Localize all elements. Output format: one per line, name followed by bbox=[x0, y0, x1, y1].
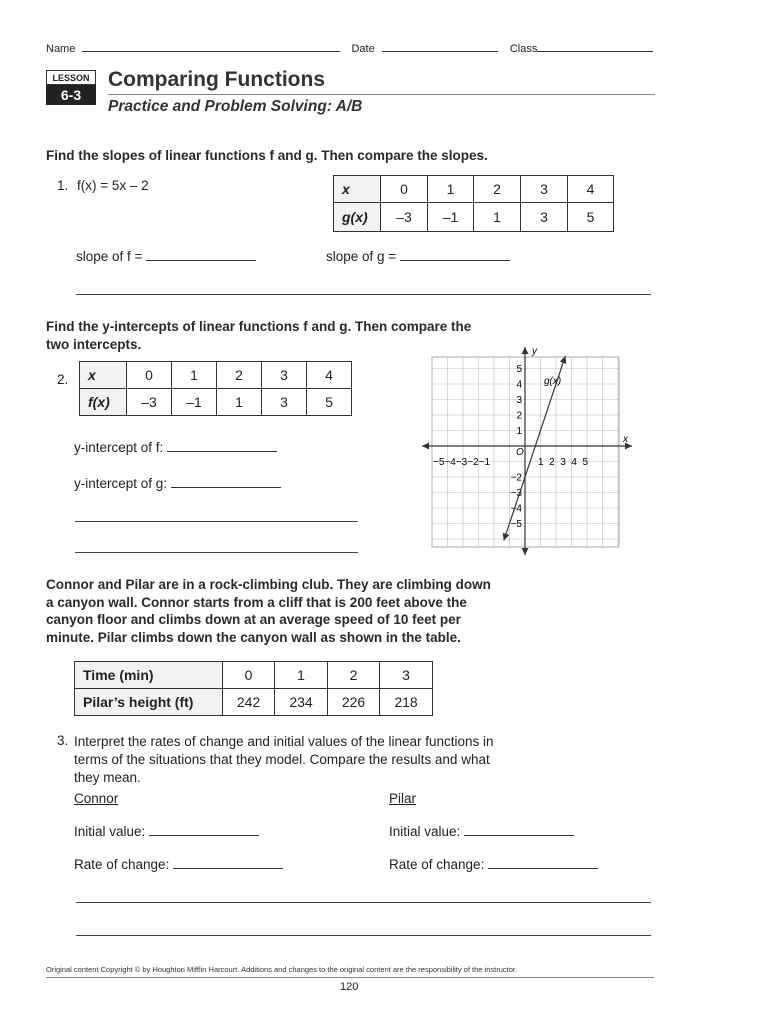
g-table-cell: 3 bbox=[521, 203, 568, 232]
connor-initial-row: Initial value: bbox=[74, 824, 259, 839]
pilar-initial-row: Initial value: bbox=[389, 824, 574, 839]
section3-intro: Connor and Pilar are in a rock-climbing club. They are climbing down a canyon wall. Connor starts from a cliff that is 200 feet above the canyon floor and climbs down at an average speed of 10 feet per minute. Pilar climbs down the canyon wall as shown in the table. bbox=[46, 577, 491, 645]
q1-number: 1. bbox=[57, 178, 69, 193]
f-table bbox=[79, 361, 352, 416]
connor-heading: Connor bbox=[74, 791, 119, 806]
pilar-table-cell: 1 bbox=[275, 662, 328, 689]
f-table-x-header: x bbox=[80, 362, 127, 389]
answer-line-1[interactable] bbox=[76, 294, 651, 295]
pilar-table-cell: 2 bbox=[328, 662, 380, 689]
g-table-cell: 2 bbox=[474, 176, 521, 203]
slope-f-blank[interactable] bbox=[146, 249, 256, 261]
yint-g-label: y-intercept of g: bbox=[74, 476, 168, 491]
pilar-table-cell: 218 bbox=[380, 689, 433, 716]
g-table-x-header: x bbox=[334, 176, 381, 203]
lesson-badge-number: 6-3 bbox=[46, 85, 96, 105]
answer-line-5[interactable] bbox=[76, 935, 651, 936]
q1-expression: f(x) = 5x – 2 bbox=[77, 178, 149, 193]
class-label: Class bbox=[509, 43, 538, 55]
section2-instruction: Find the y-intercepts of linear functions f and g. Then compare the two intercepts. bbox=[46, 319, 472, 352]
slope-f-row bbox=[76, 249, 256, 264]
pilar-table-cell: 3 bbox=[380, 662, 433, 689]
name-field-row bbox=[46, 40, 653, 55]
f-table-cell: 1 bbox=[217, 389, 262, 416]
y-axis-arrow-down bbox=[522, 548, 529, 555]
pilar-table-height-header: Pilar’s height (ft) bbox=[75, 689, 223, 716]
f-table-cell: 2 bbox=[217, 362, 262, 389]
g-table-cell: 0 bbox=[381, 176, 428, 203]
connor-rate-row: Rate of change: bbox=[74, 857, 283, 872]
f-table-cell: 4 bbox=[307, 362, 352, 389]
pilar-table-cell: 234 bbox=[275, 689, 328, 716]
q3-text: Interpret the rates of change and initial values of the linear functions in terms of the situations that they model. Compare the results and what they mean. bbox=[74, 734, 494, 785]
q3-number: 3. bbox=[57, 733, 69, 748]
name-label: Name bbox=[46, 43, 76, 55]
lesson-subtitle: Practice and Problem Solving: A/B bbox=[108, 98, 363, 115]
f-table-cell: 5 bbox=[307, 389, 352, 416]
lesson-title: Comparing Functions bbox=[108, 68, 325, 91]
pilar-table-cell: 242 bbox=[223, 689, 275, 716]
q1-row bbox=[57, 178, 149, 193]
origin-label: O bbox=[516, 447, 524, 458]
f-table-cell: 1 bbox=[172, 362, 217, 389]
y-tick-label: −5 bbox=[510, 519, 522, 530]
lesson-badge bbox=[46, 70, 96, 105]
g-table-cell: 3 bbox=[521, 176, 568, 203]
yint-f-label: y-intercept of f: bbox=[74, 440, 164, 455]
pilar-initial-blank[interactable] bbox=[464, 824, 574, 836]
class-blank[interactable] bbox=[537, 40, 653, 52]
pilar-rate-blank[interactable] bbox=[488, 857, 598, 869]
title-rule bbox=[108, 94, 655, 95]
slope-g-blank[interactable] bbox=[400, 249, 510, 261]
g-table-cell: 4 bbox=[568, 176, 614, 203]
q2-number: 2. bbox=[57, 372, 69, 387]
connor-rate-blank[interactable] bbox=[173, 857, 283, 869]
answer-line-2[interactable] bbox=[75, 521, 358, 522]
g-table bbox=[333, 175, 614, 232]
yint-g-blank[interactable] bbox=[171, 476, 281, 488]
page-number: 120 bbox=[340, 981, 359, 993]
g-table-cell: –1 bbox=[428, 203, 474, 232]
slope-g-row bbox=[326, 249, 510, 264]
y-tick-label: 5 bbox=[516, 364, 522, 375]
g-table-cell: –3 bbox=[381, 203, 428, 232]
date-blank[interactable] bbox=[382, 40, 498, 52]
y-tick-label: −2 bbox=[510, 472, 522, 484]
g-table-cell: 1 bbox=[428, 176, 474, 203]
copyright-text: Original content Copyright © by Houghton Mifflin Harcourt. Additions and changes to the original content are the responsibility of the instructor. bbox=[46, 965, 518, 974]
f-table-cell: 0 bbox=[127, 362, 172, 389]
g-table-gx-header: g(x) bbox=[334, 203, 381, 232]
pilar-table-cell: 0 bbox=[223, 662, 275, 689]
answer-line-3[interactable] bbox=[75, 552, 358, 553]
yint-f-row bbox=[74, 440, 277, 455]
name-blank[interactable] bbox=[82, 40, 340, 52]
pilar-rate-row: Rate of change: bbox=[389, 857, 598, 872]
y-tick-label: −4 bbox=[510, 503, 522, 515]
pilar-table-time-header: Time (min) bbox=[75, 662, 223, 689]
answer-line-4[interactable] bbox=[76, 902, 651, 903]
yint-f-blank[interactable] bbox=[167, 440, 277, 452]
f-table-cell: 3 bbox=[262, 362, 307, 389]
date-label: Date bbox=[351, 43, 375, 55]
y-axis-arrow-up bbox=[522, 347, 529, 354]
f-table-cell: 3 bbox=[262, 389, 307, 416]
f-table-cell: –1 bbox=[172, 389, 217, 416]
y-tick-label: 1 bbox=[516, 426, 522, 437]
y-axis-label: y bbox=[532, 346, 537, 357]
x-ticks-negative: −5−4−3−2−1 bbox=[433, 457, 491, 468]
g-table-cell: 5 bbox=[568, 203, 614, 232]
connor-initial-blank[interactable] bbox=[149, 824, 259, 836]
slope-f-label: slope of f = bbox=[76, 249, 143, 264]
x-ticks-positive: 1 2 3 4 5 bbox=[538, 457, 589, 468]
g-table-cell: 1 bbox=[474, 203, 521, 232]
y-tick-label: 2 bbox=[516, 410, 522, 422]
lesson-badge-top: LESSON bbox=[46, 70, 96, 85]
pilar-heading: Pilar bbox=[389, 791, 417, 806]
y-tick-label: 3 bbox=[516, 395, 522, 406]
y-tick-label: −3 bbox=[510, 488, 522, 499]
x-axis-arrow-left bbox=[422, 443, 429, 450]
y-tick-label: 4 bbox=[516, 379, 522, 391]
g-line-label: g(x) bbox=[544, 376, 562, 387]
x-axis-label: x bbox=[623, 434, 628, 445]
section1-instruction: Find the slopes of linear functions f and g. Then compare the slopes. bbox=[46, 148, 488, 163]
f-table-cell: –3 bbox=[127, 389, 172, 416]
g-line-arrow-bottom bbox=[503, 533, 510, 541]
footer-rule bbox=[46, 977, 654, 978]
coordinate-graph bbox=[420, 343, 640, 558]
f-table-fx-header: f(x) bbox=[80, 389, 127, 416]
slope-g-label: slope of g = bbox=[326, 249, 397, 264]
pilar-table-cell: 226 bbox=[328, 689, 380, 716]
pilar-table bbox=[74, 661, 433, 716]
yint-g-row bbox=[74, 476, 281, 491]
